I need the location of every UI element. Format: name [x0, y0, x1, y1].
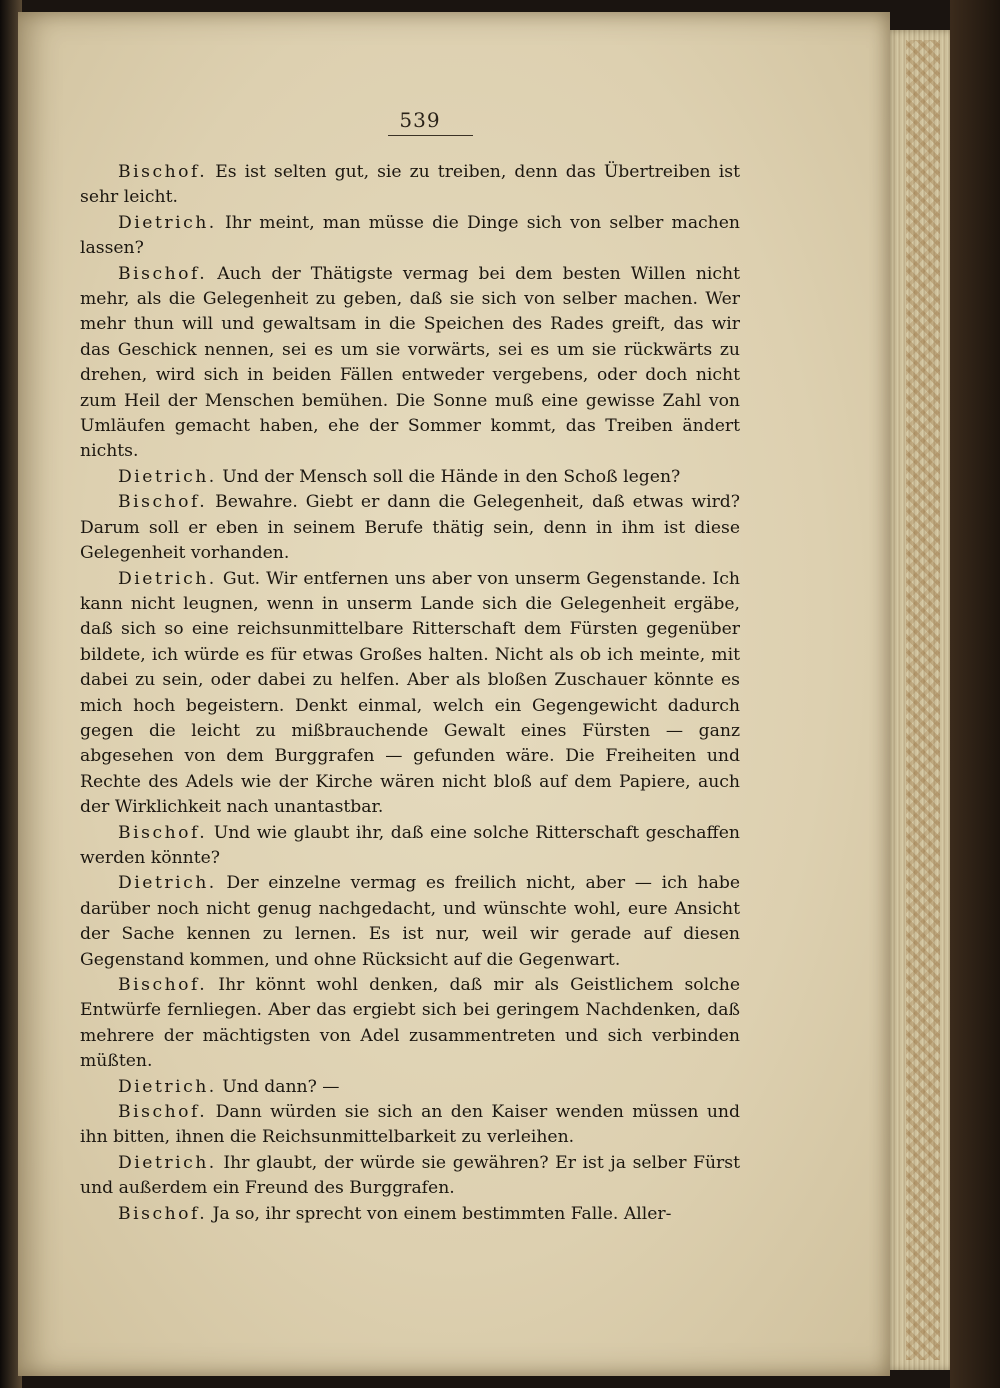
- speaker-name: Bischof.: [118, 1203, 208, 1224]
- dialogue-text: Ihr könnt wohl denken, daß mir als Geistlichem solche Entwürfe fernliegen. Aber das ergiebt sich bei geringem Nachdenken, daß mehrere der mächtigsten von Adel zusammentreten und sich verbinden müßten.: [80, 975, 740, 1072]
- speaker-name: Dietrich.: [118, 1152, 217, 1173]
- paragraph: [80, 262, 740, 465]
- speaker-name: Dietrich.: [118, 466, 217, 487]
- paragraph: [80, 973, 740, 1075]
- speaker-name: Bischof.: [118, 1102, 208, 1123]
- dialogue-text: Dann würden sie sich an den Kaiser wenden müssen und ihn bitten, ihnen die Reichsunmittelbarkeit zu verleihen.: [80, 1102, 740, 1148]
- speaker-name: Bischof.: [118, 492, 208, 513]
- speaker-name: Dietrich.: [118, 212, 217, 233]
- dialogue-text: Ihr meint, man müsse die Dinge sich von selber machen lassen?: [80, 212, 740, 259]
- paragraph: [80, 871, 740, 973]
- paragraph: [80, 211, 740, 262]
- paragraph: [80, 465, 740, 490]
- paragraph: [80, 1202, 740, 1227]
- book-cover: [950, 0, 1000, 1388]
- page-number: 539: [399, 108, 441, 132]
- page-number-rule: [388, 135, 473, 136]
- dialogue-text: Bewahre. Giebt er dann die Gelegenheit, daß etwas wird? Darum soll er eben in seinem Berufe thätig sein, denn in ihm ist diese Gelegenheit vorhanden.: [80, 492, 741, 564]
- speaker-name: Bischof.: [118, 263, 208, 284]
- paragraph: [80, 1151, 740, 1202]
- paragraph: [80, 160, 740, 211]
- dialogue-text: Ja so, ihr sprecht von einem bestimmten Falle. Aller-: [212, 1203, 672, 1224]
- speaker-name: Dietrich.: [118, 1076, 217, 1097]
- paragraph: [80, 490, 740, 566]
- speaker-name: Bischof.: [118, 822, 208, 843]
- dialogue-text: Und wie glaubt ihr, daß eine solche Ritterschaft geschaffen werden könnte?: [80, 822, 740, 868]
- page-text: [80, 160, 740, 1227]
- speaker-name: Dietrich.: [118, 568, 217, 589]
- dialogue-text: Der einzelne vermag es freilich nicht, aber — ich habe darüber noch nicht genug nachgedacht, und wünschte wohl, eure Ansicht der Sache kennen zu lernen. Es ist nur, weil wir gerade auf diesen Gegenstand kommen, und ohne Rücksicht auf die Gegenwart.: [80, 873, 740, 970]
- dialogue-text: Und der Mensch soll die Hände in den Schoß legen?: [222, 466, 681, 487]
- speaker-name: Dietrich.: [118, 873, 217, 894]
- marbled-edge: [906, 40, 940, 1360]
- paragraph: [80, 1100, 740, 1151]
- dialogue-text: Und dann? —: [222, 1076, 340, 1097]
- speaker-name: Bischof.: [118, 975, 208, 995]
- dialogue-text: Gut. Wir entfernen uns aber von unserm Gegenstande. Ich kann nicht leugnen, wenn in unserm Lande sich die Gelegenheit ergäbe, daß sich so eine reichsunmittelbare Ritterschaft dem Fürsten gegenüber bildete, ich würde es für etwas Großes halten. Nicht als ob ich meinte, mit dabei zu sein, oder dabei zu helfen. Aber als bloßen Zuschauer könnte es mich hoch begeistern. Denkt einmal, welch ein Gegengewicht dadurch gegen die leicht zu mißbrauchende Gewalt eines Fürsten — ganz abgesehen von dem Burggrafen — gefunden wäre. Die Freiheiten und Rechte des Adels wie der Kirche wären nicht bloß auf dem Papiere, auch der Wirklichkeit nach unantastbar.: [80, 568, 740, 818]
- paragraph: [80, 567, 740, 821]
- dialogue-text: Auch der Thätigste vermag bei dem besten Willen nicht mehr, als die Gelegenheit zu geben, daß sie sich von selber machen. Wer mehr thun will und gewaltsam in die Speichen des Rades greift, das wir das Geschick nennen, sei es um sie vorwärts, sei es um sie rückwärts zu drehen, wird sich in beiden Fällen entweder vergebens, oder doch nicht zum Heil der Menschen bemühen. Die Sonne muß eine gewisse Zahl von Umläufen gemacht haben, ehe der Sommer kommt, das Treiben ändert nichts.: [80, 263, 740, 462]
- paragraph: [80, 821, 740, 872]
- paragraph: [80, 1075, 740, 1100]
- dialogue-text: Es ist selten gut, sie zu treiben, denn das Übertreiben ist sehr leicht.: [80, 162, 740, 208]
- speaker-name: Bischof.: [118, 162, 208, 182]
- dialogue-text: Ihr glaubt, der würde sie gewähren? Er ist ja selber Fürst und außerdem ein Freund des Burggrafen.: [80, 1152, 740, 1199]
